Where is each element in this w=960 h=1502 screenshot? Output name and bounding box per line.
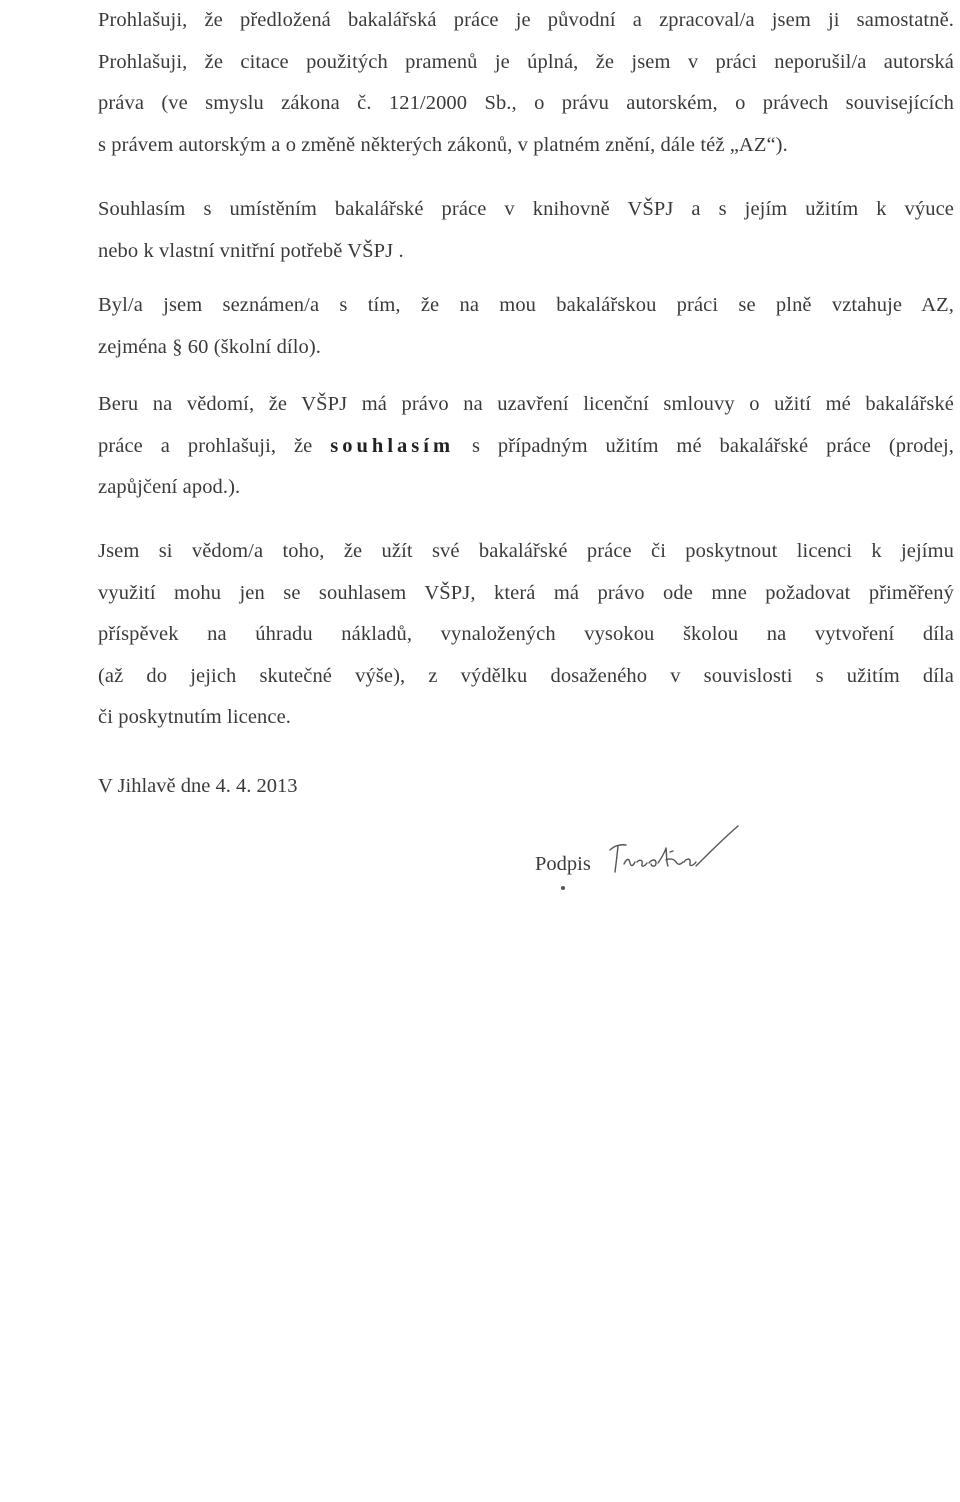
text-line: práva (ve smyslu zákona č. 121/2000 Sb., o právu autorském, o právech souvisejících (98, 92, 954, 114)
handwritten-signature (600, 822, 760, 892)
text-segment: práce a prohlašuji, že (98, 434, 313, 457)
signature-label: Podpis (535, 853, 591, 875)
text-line: Souhlasím s umístěním bakalářské práce v knihovně VŠPJ a s jejím užitím k výuce (98, 198, 954, 220)
text-line: s právem autorským a o změně některých zákonů, v platném znění, dále též „AZ“). (98, 133, 788, 156)
text-line: nebo k vlastní vnitřní potřebě VŠPJ . (98, 239, 404, 262)
text-line: Byl/a jsem seznámen/a s tím, že na mou bakalářskou práci se plně vztahuje AZ, (98, 294, 954, 316)
signature-block (535, 822, 855, 902)
text-line: zejména § 60 (školní dílo). (98, 335, 322, 358)
consent-emphasis: souhlasím (330, 434, 455, 457)
text-line: využití mohu jen se souhlasem VŠPJ, která má právo ode mne požadovat přiměřený (98, 581, 954, 604)
place-and-date: V Jihlavě dne 4. 4. 2013 (98, 775, 298, 797)
text-line: Beru na vědomí, že VŠPJ má právo na uzavření licenční smlouvy o užití mé bakalářské (98, 393, 954, 415)
copyright-awareness-paragraph (98, 285, 954, 368)
stray-ink-dot (561, 886, 565, 890)
library-consent-paragraph (98, 189, 954, 272)
text-line: příspěvek na úhradu nákladů, vynaložených vysokou školou na vytvoření díla (98, 623, 954, 645)
text-line: zapůjčení apod.). (98, 476, 241, 498)
license-usage-paragraph (98, 531, 954, 739)
text-line: (až do jejich skutečné výše), z výdělku dosaženého v souvislosti s užitím díla (98, 664, 954, 687)
text-segment: s případným užitím mé bakalářské práce (prodej, (471, 434, 954, 457)
text-line: Prohlašuji, že předložená bakalářská práce je původní a zpracoval/a jsem ji samostatně. (98, 9, 954, 31)
license-agreement-paragraph (98, 384, 954, 509)
text-line: Jsem si vědom/a toho, že užít své bakalářské práce či poskytnout licenci k jejímu (98, 540, 954, 562)
originality-declaration-paragraph (98, 0, 954, 166)
text-line: Prohlašuji, že citace použitých pramenů je úplná, že jsem v práci neporušil/a autorská (98, 50, 954, 73)
text-line: či poskytnutím licence. (98, 706, 292, 728)
text-line-with-emphasis (98, 426, 954, 468)
